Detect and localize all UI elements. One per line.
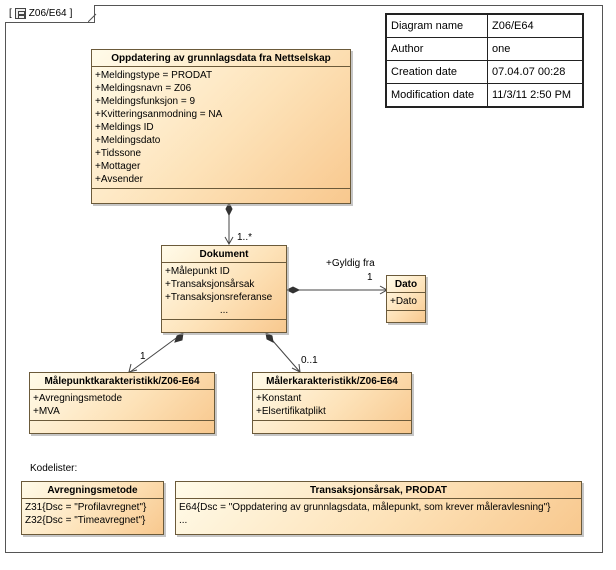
class-attributes [30,390,214,420]
class-oppdatering[interactable] [91,49,351,204]
attribute: +Konstant [256,393,302,404]
enum-literal: ... [179,515,188,526]
attribute: +Kvitteringsanmodning = NA [95,109,223,120]
class-name: Målerkarakteristikk/Z06-E64 [266,376,398,387]
class-operations [30,420,214,428]
info-value: one [488,38,583,61]
class-operations [162,319,286,327]
class-attributes [253,390,411,420]
attribute: +Mottager [95,161,141,172]
attribute: +Transaksjonsårsak [165,279,255,290]
enum-literal: Z31{Dsc = "Profilavregnet"} [25,502,147,513]
info-value: 07.04.07 00:28 [488,61,583,84]
class-name: Oppdatering av grunnlagsdata fra Nettselskap [111,53,331,64]
more-attributes: ... [219,305,229,316]
class-dato[interactable] [386,275,426,323]
multiplicity-label: 1 [140,351,146,362]
class-malerkarakteristikk[interactable] [252,372,412,434]
class-name: Dokument [199,249,249,260]
composition-diamond [287,287,299,293]
composition-diamond [266,333,273,342]
class-attributes [162,263,286,319]
class-operations [92,188,350,196]
attribute: +Målepunkt ID [165,266,230,277]
attribute: +Meldingsfunksjon = 9 [95,96,196,107]
info-value: 11/3/11 2:50 PM [488,84,583,107]
class-name: Målepunktkarakteristikk/Z06-E64 [44,376,200,387]
enum-transaksjonsarsak[interactable] [175,481,582,535]
info-key: Author [387,38,488,61]
attribute: +Transaksjonsreferanse [165,292,273,303]
class-attributes [92,67,350,188]
class-name: Transaksjonsårsak, PRODAT [309,485,448,496]
attribute: +Avsender [95,174,143,185]
multiplicity-label: 1..* [237,232,253,243]
attribute: +Elsertifikatplikt [256,406,326,417]
tab-bracket-close: ] [69,8,73,19]
class-malepunktkarakteristikk[interactable] [29,372,215,434]
info-value: Z06/E64 [488,15,583,38]
enum-literal: Z32{Dsc = "Timeavregnet"} [25,515,146,526]
class-attributes [176,499,581,529]
composition-diamond [175,333,183,342]
attribute: +MVA [33,406,60,417]
class-name: Dato [394,279,418,290]
multiplicity-label: 1 [367,272,373,283]
class-attributes [387,293,425,310]
enum-avregningsmetode[interactable] [21,481,164,535]
attribute: +Avregningsmetode [33,393,123,404]
info-key: Creation date [387,61,488,84]
tab-bracket-open: [ [9,8,12,19]
diagram-tab-title: Z06/E64 [28,8,67,19]
class-attributes [22,499,163,529]
class-operations [387,310,425,318]
attribute: +Meldings ID [95,122,154,133]
class-operations [253,420,411,428]
class-dokument[interactable] [161,245,287,333]
info-key: Diagram name [387,15,488,38]
attribute: +Meldingsdato [95,135,161,146]
attribute: +Meldingsnavn = Z06 [95,83,192,94]
attribute: +Tidssone [95,148,142,159]
multiplicity-label: 0..1 [301,355,318,366]
composition-diamond [226,203,232,215]
attribute: +Dato [390,296,417,307]
enum-literal: E64{Dsc = "Oppdatering av grunnlagsdata, målepunkt, som krever måleravlesning"} [179,502,551,513]
attribute: +Meldingstype = PRODAT [95,70,213,81]
class-name: Avregningsmetode [47,485,138,496]
kodelister-label: Kodelister: [30,463,78,474]
role-label: +Gyldig fra [326,258,375,269]
assoc-dok-malepunkt-line [130,333,183,372]
info-key: Modification date [387,84,488,107]
